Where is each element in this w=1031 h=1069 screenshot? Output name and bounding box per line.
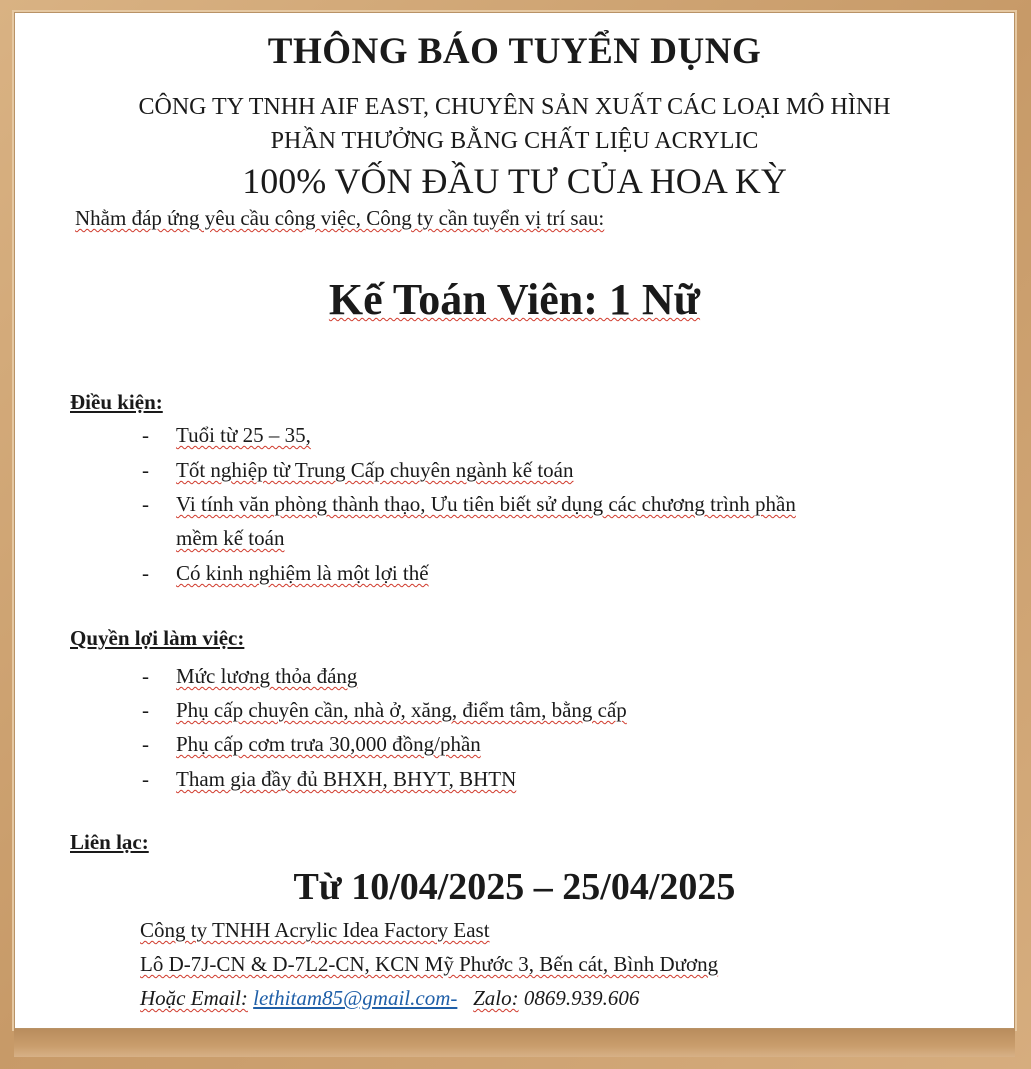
zalo-number: 0869.939.606 bbox=[523, 986, 640, 1010]
contact-heading: Liên lạc: bbox=[70, 830, 149, 854]
list-marker: - bbox=[142, 458, 149, 482]
company-line-1: CÔNG TY TNHH AIF EAST, CHUYÊN SẢN XUẤT CÁC LOẠI MÔ HÌNH bbox=[138, 94, 891, 120]
company-line-2: PHẦN THƯỞNG BẰNG CHẤT LIỆU ACRYLIC bbox=[270, 128, 759, 154]
condition-item-continued: mềm kế toán bbox=[176, 526, 285, 550]
list-marker: - bbox=[142, 732, 149, 756]
benefit-item: Mức lương thỏa đáng bbox=[176, 664, 358, 688]
list-marker: - bbox=[142, 664, 149, 688]
condition-item: Tốt nghiệp từ Trung Cấp chuyên ngành kế toán bbox=[176, 458, 574, 482]
list-marker: - bbox=[142, 561, 149, 585]
conditions-heading: Điều kiện: bbox=[70, 390, 163, 414]
condition-item: Có kinh nghiệm là một lợi thế bbox=[176, 561, 429, 585]
zalo-label: Zalo: bbox=[473, 986, 519, 1010]
contact-company-name: Công ty TNHH Acrylic Idea Factory East bbox=[140, 918, 490, 942]
benefit-item: Tham gia đầy đủ BHXH, BHYT, BHTN bbox=[176, 767, 517, 791]
notice-title: THÔNG BÁO TUYỂN DỤNG bbox=[267, 31, 762, 72]
list-marker: - bbox=[142, 423, 149, 447]
condition-item: Tuổi từ 25 – 35, bbox=[176, 423, 311, 447]
date-range: Từ 10/04/2025 – 25/04/2025 bbox=[293, 866, 736, 908]
frame-bottom-edge bbox=[14, 1029, 1015, 1057]
benefit-item: Phụ cấp cơm trưa 30,000 đồng/phần bbox=[176, 732, 481, 756]
contact-address: Lô D-7J-CN & D-7L2-CN, KCN Mỹ Phước 3, Bến cát, Bình Dương bbox=[140, 952, 719, 976]
benefit-item: Phụ cấp chuyên cần, nhà ở, xăng, điểm tâm, bằng cấp bbox=[176, 698, 627, 722]
contact-line bbox=[140, 986, 639, 1011]
email-label: Hoặc Email: bbox=[140, 986, 248, 1010]
email-link[interactable]: lethitam85@gmail.com- bbox=[253, 986, 458, 1010]
list-marker: - bbox=[142, 767, 149, 791]
capital-statement: 100% VỐN ĐẦU TƯ CỦA HOA KỲ bbox=[242, 161, 787, 201]
list-marker: - bbox=[142, 698, 149, 722]
recruitment-notice bbox=[14, 12, 1015, 1029]
list-marker: - bbox=[142, 492, 149, 516]
intro-text: Nhằm đáp ứng yêu cầu công việc, Công ty cần tuyển vị trí sau: bbox=[75, 206, 605, 230]
condition-item: Vi tính văn phòng thành thạo, Ưu tiên biết sử dụng các chương trình phần bbox=[176, 492, 796, 516]
benefits-heading: Quyền lợi làm việc: bbox=[70, 626, 245, 650]
position-title: Kế Toán Viên: 1 Nữ bbox=[328, 275, 701, 324]
